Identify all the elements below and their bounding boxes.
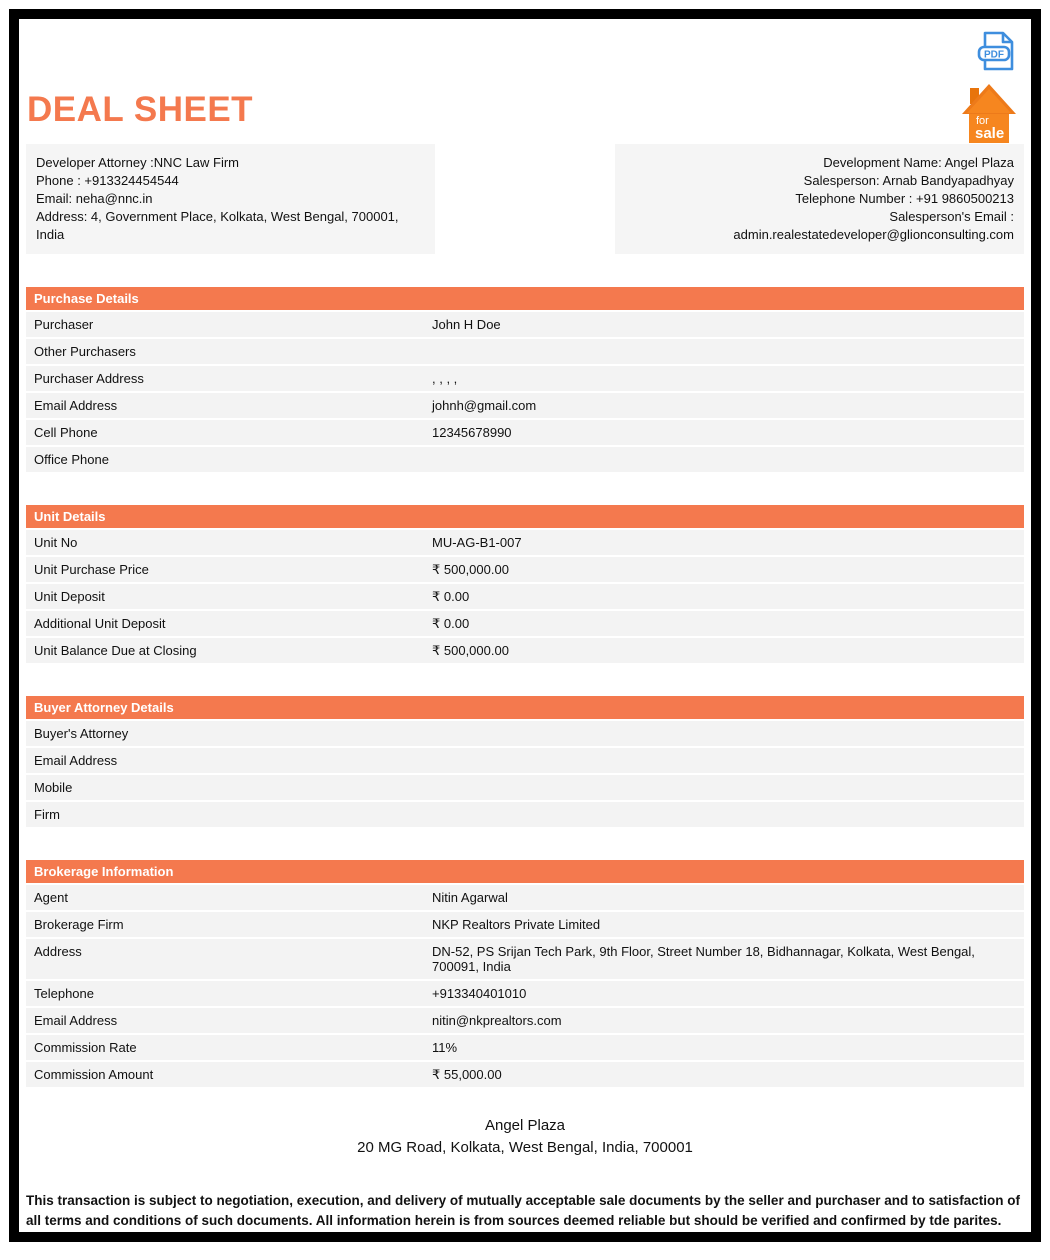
row-value xyxy=(432,780,1016,795)
table-row xyxy=(26,393,1024,418)
disclaimer-text: This transaction is subject to negotiation, execution, and delivery of mutually acceptable sale documents by the seller and purchaser and to satisfaction of all terms and conditions of such documents. All information herein is from sources deemed reliable but should be verified and confirmed by tde parites. xyxy=(26,1193,1020,1228)
developer-attorney-email: Email: neha@nnc.in xyxy=(36,191,153,206)
row-value xyxy=(432,726,1016,741)
row-label: Commission Amount xyxy=(34,1067,154,1082)
pdf-icon[interactable] xyxy=(977,31,1015,71)
table-row xyxy=(26,530,1024,555)
property-address: 20 MG Road, Kolkata, West Bengal, India, 700001 xyxy=(357,1139,693,1156)
for-sale-label-line2: sale xyxy=(975,125,1005,142)
table-row xyxy=(26,939,1024,979)
property-name: Angel Plaza xyxy=(484,1117,566,1134)
row-value: nitin@nkprealtors.com xyxy=(432,1013,562,1028)
developer-attorney-phone: Phone : +913324454544 xyxy=(36,173,179,188)
section-header-unit-details: Unit Details xyxy=(26,505,1024,528)
row-label: Unit Purchase Price xyxy=(34,562,149,577)
table-row xyxy=(26,1008,1024,1033)
row-value: Nitin Agarwal xyxy=(432,890,508,905)
row-value: +913340401010 xyxy=(432,986,527,1001)
row-value xyxy=(432,753,1016,768)
row-label: Purchaser xyxy=(34,317,94,332)
table-row xyxy=(26,885,1024,910)
section-header-purchase-details: Purchase Details xyxy=(26,287,1024,310)
row-label: Firm xyxy=(34,807,60,822)
table-row xyxy=(26,611,1024,636)
row-label: Email Address xyxy=(34,1013,118,1028)
row-label: Email Address xyxy=(34,753,118,768)
row-value: MU-AG-B1-007 xyxy=(432,535,522,550)
section-buyer-attorney-details xyxy=(26,696,1024,827)
row-label: Office Phone xyxy=(34,452,109,467)
developer-attorney-address: Address: 4, Government Place, Kolkata, West Bengal, 700001, India xyxy=(36,209,399,242)
row-label: Additional Unit Deposit xyxy=(34,616,166,631)
row-label: Unit Balance Due at Closing xyxy=(34,643,197,658)
row-label: Buyer's Attorney xyxy=(34,726,129,741)
row-value: ₹ 0.00 xyxy=(432,616,470,631)
salesperson-phone: Telephone Number : +91 9860500213 xyxy=(795,191,1014,206)
pdf-icon-label: PDF xyxy=(984,49,1004,61)
row-value: NKP Realtors Private Limited xyxy=(432,917,601,932)
row-label: Mobile xyxy=(34,780,73,795)
section-header-brokerage-information: Brokerage Information xyxy=(26,860,1024,883)
development-info-box xyxy=(615,144,1024,254)
row-label: Address xyxy=(34,944,82,959)
table-row xyxy=(26,981,1024,1006)
table-row xyxy=(26,447,1024,472)
row-value xyxy=(432,344,1016,359)
row-value: ₹ 500,000.00 xyxy=(432,562,509,577)
row-value: DN-52, PS Srijan Tech Park, 9th Floor, Street Number 18, Bidhannagar, Kolkata, West Bengal, 700091, India xyxy=(432,944,975,974)
salesperson-name: Salesperson: Arnab Bandyapadhyay xyxy=(803,173,1014,188)
development-name: Development Name: Angel Plaza xyxy=(823,155,1014,170)
for-sale-label-line1: for xyxy=(976,115,989,127)
table-row xyxy=(26,802,1024,827)
row-value: ₹ 0.00 xyxy=(432,589,470,604)
row-label: Commission Rate xyxy=(34,1040,137,1055)
row-label: Cell Phone xyxy=(34,425,98,440)
row-label: Email Address xyxy=(34,398,118,413)
table-row xyxy=(26,366,1024,391)
table-row xyxy=(26,584,1024,609)
row-value: johnh@gmail.com xyxy=(432,398,537,413)
row-value: , , , , xyxy=(432,371,458,386)
salesperson-email: Salesperson's Email : admin.realestatedeveloper@glionconsulting.com xyxy=(733,209,1014,242)
header-contact-boxes xyxy=(26,144,1024,254)
table-row xyxy=(26,312,1024,337)
row-value: 11% xyxy=(432,1040,458,1055)
row-value xyxy=(432,807,1016,822)
developer-attorney-name: Developer Attorney :NNC Law Firm xyxy=(36,155,240,170)
table-row xyxy=(26,420,1024,445)
row-value xyxy=(432,452,1016,467)
page-title: DEAL SHEET xyxy=(27,90,254,129)
section-unit-details xyxy=(26,505,1024,663)
row-value: 12345678990 xyxy=(432,425,512,440)
section-brokerage-information xyxy=(26,860,1024,1087)
table-row xyxy=(26,557,1024,582)
row-label: Unit Deposit xyxy=(34,589,105,604)
table-row xyxy=(26,721,1024,746)
section-purchase-details xyxy=(26,287,1024,472)
table-row xyxy=(26,775,1024,800)
table-row xyxy=(26,1062,1024,1087)
developer-attorney-box xyxy=(26,144,435,254)
row-value: ₹ 55,000.00 xyxy=(432,1067,502,1082)
row-label: Unit No xyxy=(34,535,78,550)
row-label: Agent xyxy=(34,890,68,905)
row-label: Purchaser Address xyxy=(34,371,144,386)
row-label: Other Purchasers xyxy=(34,344,136,359)
property-footer xyxy=(26,1115,1024,1159)
table-row xyxy=(26,1035,1024,1060)
table-row xyxy=(26,339,1024,364)
page xyxy=(9,9,1041,1242)
table-row xyxy=(26,748,1024,773)
section-header-buyer-attorney-details: Buyer Attorney Details xyxy=(26,696,1024,719)
row-label: Brokerage Firm xyxy=(34,917,124,932)
row-value: John H Doe xyxy=(432,317,501,332)
row-value: ₹ 500,000.00 xyxy=(432,643,509,658)
for-sale-house-icon xyxy=(961,83,1017,143)
row-label: Telephone xyxy=(34,986,94,1001)
table-row xyxy=(26,638,1024,663)
table-row xyxy=(26,912,1024,937)
